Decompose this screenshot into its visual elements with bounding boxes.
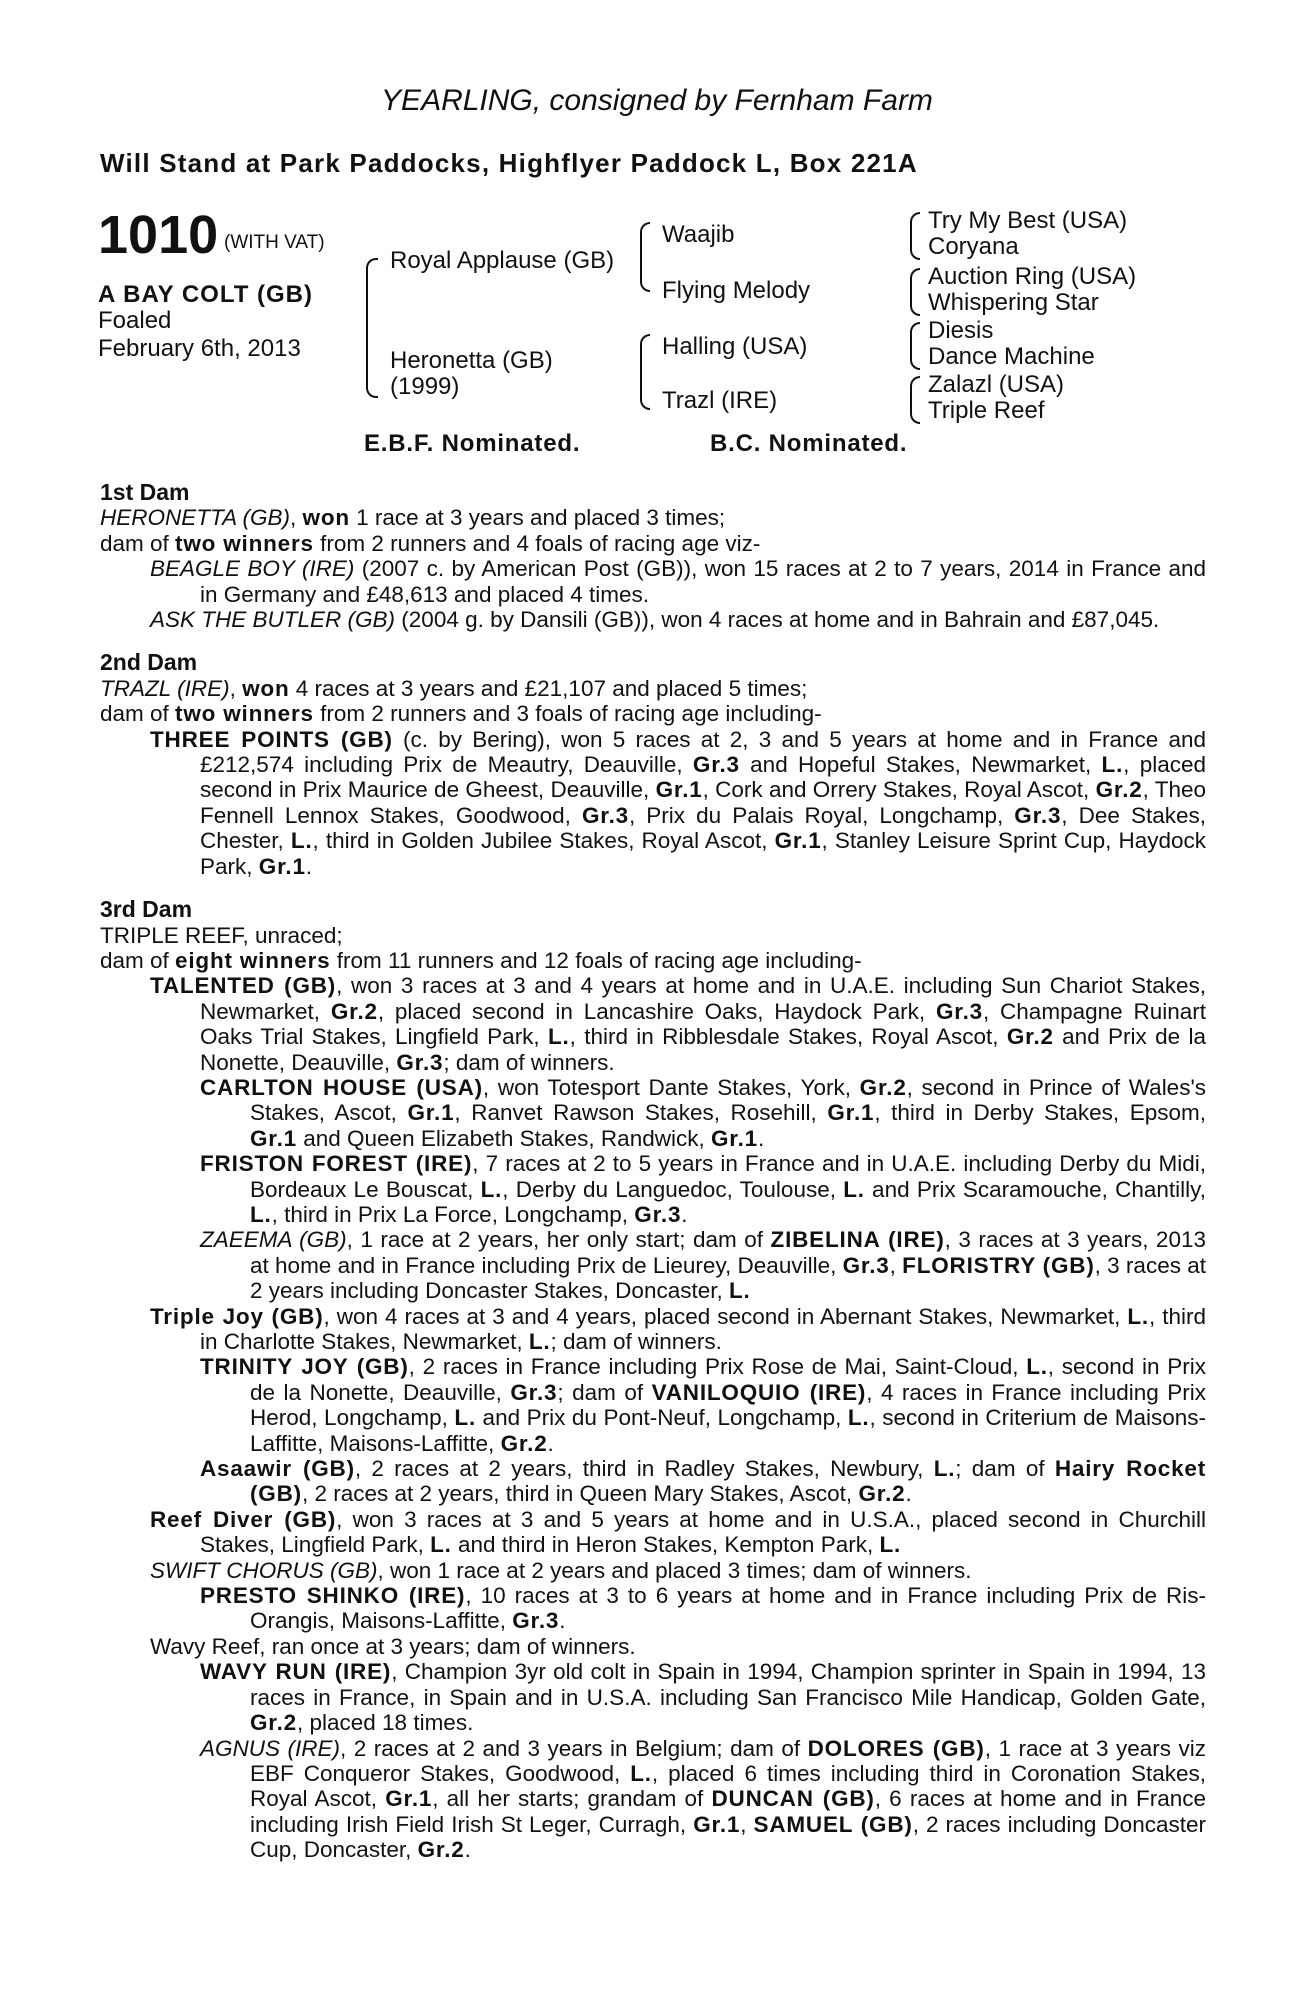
offspring-entry: FRISTON FOREST (IRE), 7 races at 2 to 5 years in France and in U.A.E. including Derby du Midi, Bordeaux Le Bouscat, L., Derby du Languedoc, Toulouse, L. and Prix Scaramouche, Chantilly, L., third in Prix La Force, Longchamp, Gr.3. <box>200 1151 1206 1227</box>
offspring-entry: Reef Diver (GB), won 3 races at 3 and 5 years at home and in U.S.A., placed second in Churchill Stakes, Lingfield Park, L. and third in Heron Stakes, Kempton Park, L. <box>150 1506 1207 1558</box>
pedigree-dam: Heronetta (GB) <box>390 347 553 374</box>
offspring-entry: ZAEEMA (GB), 1 race at 2 years, her only start; dam of ZIBELINA (IRE), 3 races at 3 years, 2013 at home and in France including Prix de Lieurey, Deauville, Gr.3, FLORISTRY (GB), 3 races at 2 years including Doncaster Stakes, Doncaster, L. <box>200 1227 1206 1304</box>
pedigree-g3-1: Try My Best (USA) <box>928 207 1128 234</box>
brace-g3-3 <box>910 322 920 370</box>
stabling-location: Will Stand at Park Paddocks, Highflyer Paddock L, Box 221A <box>100 148 918 178</box>
brace-g3-1 <box>910 212 920 260</box>
offspring-entry: THREE POINTS (GB) (c. by Bering), won 5 races at 2, 3 and 5 years at home and in France and £212,574 including Prix de Meautry, Deauville, Gr.3 and Hopeful Stakes, Newmarket, L., placed second in Prix Maurice de Gheest, Deauville, Gr.1, Cork and Orrery Stakes, Royal Ascot, Gr.2, Theo Fennell Lennox Stakes, Goodwood, Gr.3, Prix du Palais Royal, Longchamp, Gr.3, Dee Stakes, Chester, L., third in Golden Jubilee Stakes, Royal Ascot, Gr.1, Stanley Leisure Sprint Cup, Haydock Park, Gr.1. <box>150 726 1207 879</box>
page-title: YEARLING, consigned by Fernham Farm <box>381 84 933 117</box>
bc-nominated: B.C. Nominated. <box>710 430 908 457</box>
pedigree-g3-8: Triple Reef <box>928 397 1045 424</box>
offspring-entry: SWIFT CHORUS (GB), won 1 race at 2 years and placed 3 times; dam of winners. <box>150 1557 972 1583</box>
foaled-label: Foaled <box>98 307 172 334</box>
first-dam-record: HERONETTA (GB), won 1 race at 3 years and placed 3 times; <box>100 505 726 531</box>
offspring-entry: CARLTON HOUSE (USA), won Totesport Dante Stakes, York, Gr.2, second in Prince of Wales's Stakes, Ascot, Gr.1, Ranvet Rawson Stakes, Rosehill, Gr.1, third in Derby Stakes, Epsom, Gr.1 and Queen Elizabeth Stakes, Randwick, Gr.1. <box>200 1074 1206 1151</box>
pedigree-g3-3: Auction Ring (USA) <box>928 263 1137 290</box>
third-dam-record: TRIPLE REEF, unraced; <box>100 922 343 948</box>
pedigree-dam-dam: Trazl (IRE) <box>662 387 778 414</box>
first-dam-name: HERONETTA (GB) <box>100 505 290 531</box>
second-dam-heading: 2nd Dam <box>100 649 198 676</box>
pedigree-g3-7: Zalazl (USA) <box>928 371 1065 398</box>
offspring-entry: TALENTED (GB), won 3 races at 3 and 4 years at home and in U.A.E. including Sun Chariot Stakes, Newmarket, Gr.2, placed second in Lancashire Oaks, Haydock Park, Gr.3, Champagne Ruinart Oaks Trial Stakes, Lingfield Park, L., third in Ribblesdale Stakes, Royal Ascot, Gr.2 and Prix de la Nonette, Deauville, Gr.3; dam of winners. <box>150 973 1206 1075</box>
won-label: won <box>302 505 350 531</box>
first-dam-produce-summary: dam of two winners from 2 runners and 4 foals of racing age viz- <box>100 530 761 556</box>
offspring-entry: Triple Joy (GB), won 4 races at 3 and 4 years, placed second in Abernant Stakes, Newmarket, L., third in Charlotte Stakes, Newmarket, L.; dam of winners. <box>150 1303 1207 1354</box>
brace-sire <box>640 222 650 292</box>
offspring-entry: Asaawir (GB), 2 races at 2 years, third in Radley Stakes, Newbury, L.; dam of Hairy Rocket (GB), 2 races at 2 years, third in Queen Mary Stakes, Ascot, Gr.2. <box>200 1456 1206 1507</box>
pedigree-sire-dam: Flying Melody <box>662 277 811 304</box>
pedigree-g3-5: Diesis <box>928 317 994 344</box>
brace-g3-4 <box>910 376 920 424</box>
offspring-entry: PRESTO SHINKO (IRE), 10 races at 3 to 6 years at home and in France including Prix de Ris-Orangis, Maisons-Laffitte, Gr.3. <box>200 1583 1206 1634</box>
brace-main <box>366 258 378 398</box>
pedigree-g3-6: Dance Machine <box>928 343 1095 370</box>
brace-dam <box>640 334 650 410</box>
lot-number: 1010 <box>98 205 219 265</box>
second-dam-produce-summary: dam of two winners from 2 runners and 3 foals of racing age including- <box>100 701 822 727</box>
pedigree-dam-year: (1999) <box>390 373 460 400</box>
offspring-entry: AGNUS (IRE), 2 races at 2 and 3 years in Belgium; dam of DOLORES (GB), 1 race at 3 years viz EBF Conqueror Stakes, Goodwood, L., placed 6 times including third in Coronation Stakes, Royal Ascot, Gr.1, all her starts; grandam of DUNCAN (GB), 6 races at home and in France including Irish Field Irish St Leger, Curragh, Gr.1, SAMUEL (GB), 2 races including Doncaster Cup, Doncaster, Gr.2. <box>200 1735 1207 1863</box>
pedigree-dam-sire: Halling (USA) <box>662 333 808 360</box>
pedigree-g3-2: Coryana <box>928 233 1019 260</box>
ebf-nominated: E.B.F. Nominated. <box>364 430 581 457</box>
offspring-entry: ASK THE BUTLER (GB) (2004 g. by Dansili (GB)), won 4 races at home and in Bahrain and £87,045. <box>150 607 1160 633</box>
foaled-date: February 6th, 2013 <box>98 335 301 362</box>
third-dam-produce-summary: dam of eight winners from 11 runners and 12 foals of racing age including- <box>100 947 862 973</box>
offspring-entry: TRINITY JOY (GB), 2 races in France including Prix Rose de Mai, Saint-Cloud, L., second in Prix de la Nonette, Deauville, Gr.3; dam of VANILOQUIO (IRE), 4 races in France including Prix Herod, Longchamp, L. and Prix du Pont-Neuf, Longchamp, L., second in Criterium de Maisons-Laffitte, Maisons-Laffitte, Gr.2. <box>200 1354 1206 1456</box>
produce-record <box>100 480 1206 1863</box>
first-dam-heading: 1st Dam <box>100 479 190 505</box>
pedigree-g3-4: Whispering Star <box>928 289 1099 316</box>
brace-g3-2 <box>910 268 920 316</box>
offspring-entry: Wavy Reef, ran once at 3 years; dam of winners. <box>150 1633 636 1659</box>
pedigree-sire-sire: Waajib <box>662 221 735 248</box>
pedigree-sire: Royal Applause (GB) <box>390 247 615 274</box>
vat-note: (WITH VAT) <box>224 232 325 253</box>
horse-description: A BAY COLT (GB) <box>98 281 314 308</box>
offspring-entry: BEAGLE BOY (IRE) (2007 c. by American Post (GB)), won 15 races at 2 to 7 years, 2014 in France and in Germany and £48,613 and placed 4 times. <box>150 556 1206 607</box>
third-dam-heading: 3rd Dam <box>100 896 193 923</box>
offspring-entry: WAVY RUN (IRE), Champion 3yr old colt in Spain in 1994, Champion sprinter in Spain in 1994, 13 races in France, in Spain and in U.S.A. including San Francisco Mile Handicap, Golden Gate, Gr.2, placed 18 times. <box>200 1659 1207 1736</box>
second-dam-record: TRAZL (IRE), won 4 races at 3 years and £21,107 and placed 5 times; <box>100 675 808 701</box>
